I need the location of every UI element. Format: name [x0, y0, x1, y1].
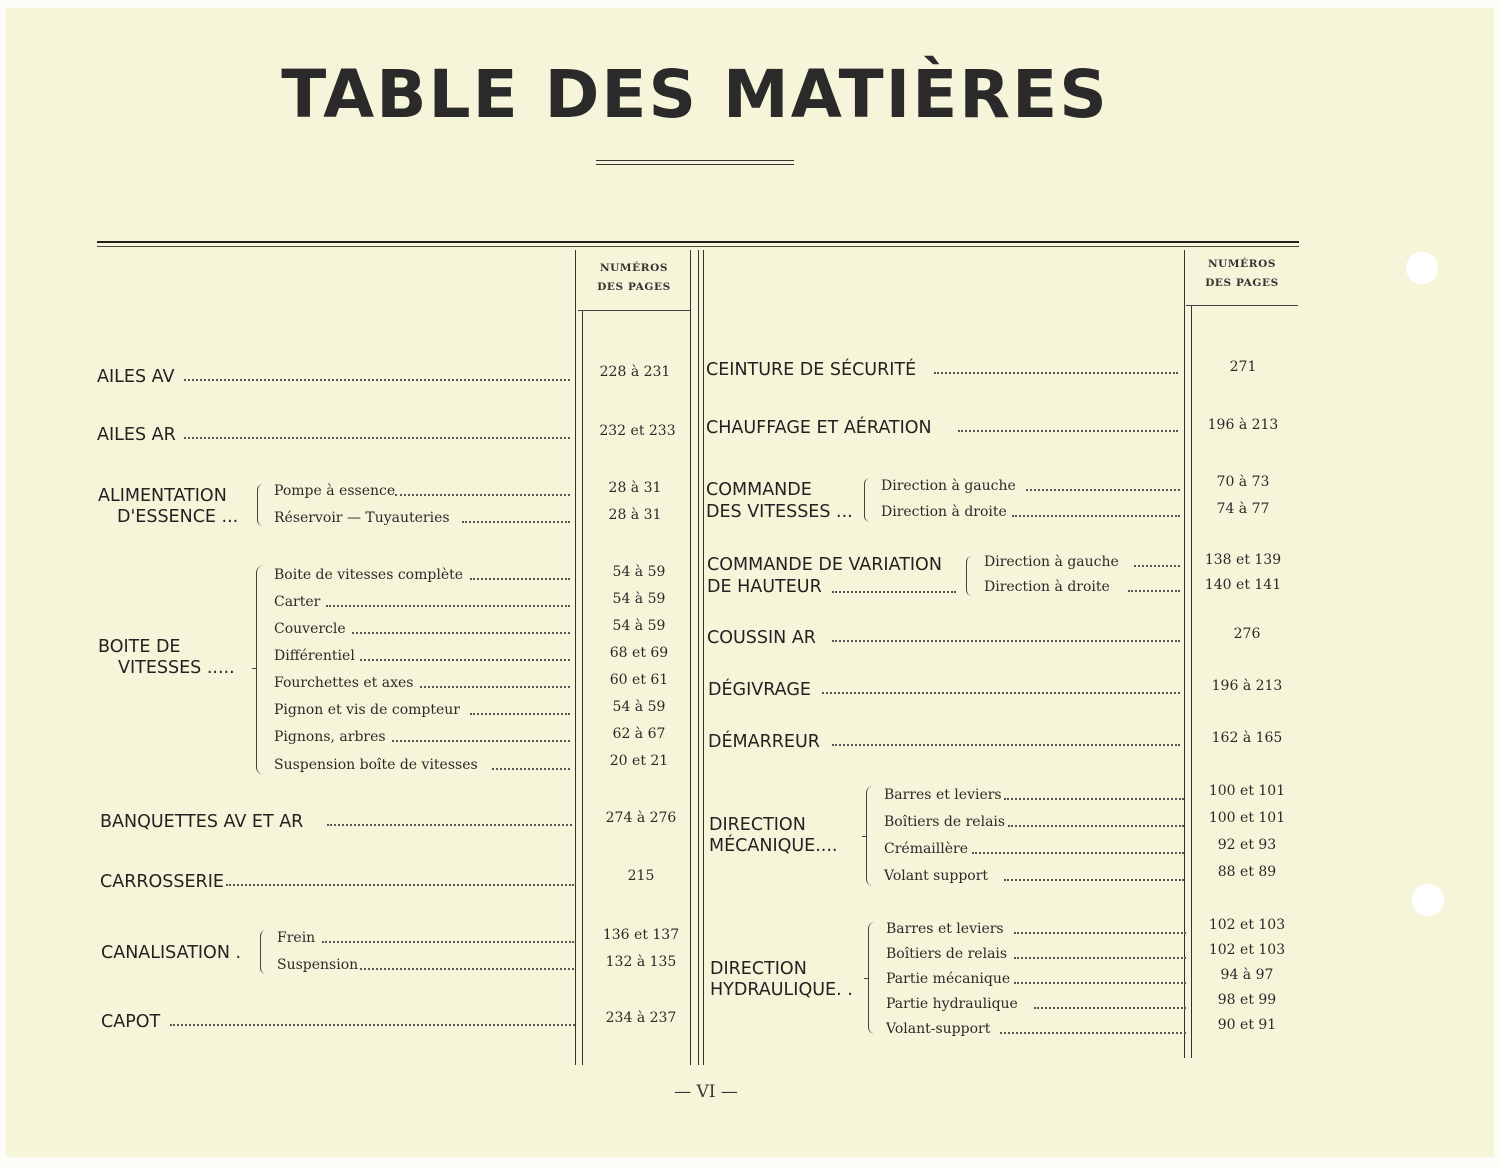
- sub-entry: Carter: [274, 594, 321, 610]
- page-number: 100 et 101: [1208, 810, 1286, 826]
- dot-leader: [1000, 1032, 1186, 1034]
- sub-entry: Boîtiers de relais: [884, 814, 1006, 830]
- sub-entry: Pignons, arbres: [274, 729, 386, 745]
- page-number: 140 et 141: [1204, 577, 1282, 593]
- entry-canalisation: CANALISATION .: [101, 943, 242, 963]
- punch-hole: [1412, 884, 1444, 916]
- entry-commande-hauteur: COMMANDE DE VARIATION: [707, 555, 942, 575]
- dot-leader: [934, 372, 1178, 374]
- page-number: 196 à 213: [1207, 417, 1279, 433]
- entry-ailes-ar: AILES AR: [97, 425, 176, 445]
- title-rule: [596, 160, 794, 165]
- page-number: 88 et 89: [1217, 864, 1277, 880]
- entry-boite-de-vitesses: VITESSES .....: [118, 658, 235, 678]
- dot-leader: [170, 1024, 575, 1026]
- column-divider: [698, 250, 699, 1065]
- page-edge: [0, 0, 6, 1167]
- page-number: 232 et 233: [599, 423, 676, 439]
- page-number: 54 à 59: [612, 618, 666, 634]
- page-number: 196 à 213: [1211, 678, 1283, 694]
- brace: [864, 478, 870, 522]
- page-number: 234 à 237: [605, 1010, 677, 1026]
- page-number: 54 à 59: [612, 591, 666, 607]
- sub-entry: Barres et leviers: [886, 921, 1004, 937]
- page-number: 68 et 69: [609, 645, 669, 661]
- page-title: TABLE DES MATIÈRES: [281, 56, 1109, 133]
- dot-leader: [1026, 489, 1180, 491]
- entry-direction-mecanique: MÉCANIQUE....: [709, 836, 838, 856]
- page-number: 271: [1229, 359, 1257, 375]
- dot-leader: [822, 692, 1180, 694]
- sub-entry: Pignon et vis de compteur: [274, 702, 460, 718]
- page-number: 92 et 93: [1217, 837, 1277, 853]
- entry-direction-hydraulique: DIRECTION: [710, 959, 807, 979]
- punch-hole: [1406, 252, 1438, 284]
- entry-demarreur: DÉMARREUR: [708, 732, 820, 752]
- sub-entry: Suspension boîte de vitesses: [274, 757, 478, 773]
- brace: [866, 786, 873, 886]
- entry-commande-vitesses: COMMANDE: [706, 480, 812, 500]
- dot-leader: [184, 379, 570, 381]
- page-number: 100 et 101: [1208, 783, 1286, 799]
- brace: [864, 978, 868, 979]
- page-number: 60 et 61: [609, 672, 669, 688]
- entry-commande-hauteur: DE HAUTEUR: [707, 577, 822, 597]
- entry-banquettes: BANQUETTES AV ET AR: [100, 812, 304, 832]
- sub-entry: Barres et leviers: [884, 787, 1002, 803]
- entry-carrosserie: CARROSSERIE: [100, 872, 224, 892]
- page-number: 94 à 97: [1220, 967, 1274, 983]
- dot-leader: [1004, 798, 1184, 800]
- entry-commande-vitesses: DES VITESSES ...: [706, 502, 853, 522]
- page-number: 215: [627, 868, 655, 884]
- entry-alimentation: D'ESSENCE ...: [117, 507, 239, 527]
- dot-leader: [1008, 825, 1184, 827]
- brace: [257, 484, 263, 526]
- dot-leader: [420, 686, 570, 688]
- sub-entry: Suspension: [277, 957, 359, 973]
- dot-leader: [470, 578, 570, 580]
- sub-entry: Volant support: [884, 868, 989, 884]
- header-line: DES PAGES: [1205, 277, 1279, 289]
- dot-leader: [360, 659, 570, 661]
- page-number: 162 à 165: [1211, 730, 1283, 746]
- page-number: 274 à 276: [605, 810, 677, 826]
- column-divider: [582, 310, 583, 1065]
- dot-leader: [1134, 565, 1180, 567]
- page-number: 102 et 103: [1208, 917, 1286, 933]
- column-divider: [1184, 250, 1185, 1058]
- page-number: 138 et 139: [1204, 552, 1282, 568]
- page-number: 70 à 73: [1216, 474, 1270, 490]
- entry-capot: CAPOT: [101, 1012, 161, 1032]
- sub-entry: Boite de vitesses complète: [274, 567, 464, 583]
- dot-leader: [470, 713, 570, 715]
- dot-leader: [1128, 590, 1180, 592]
- dot-leader: [1004, 879, 1184, 881]
- dot-leader: [1014, 932, 1186, 934]
- page-number: 54 à 59: [612, 564, 666, 580]
- sub-entry: Différentiel: [274, 648, 355, 664]
- dot-leader: [958, 430, 1178, 432]
- page-footer-number: — VI —: [674, 1082, 738, 1102]
- sub-entry: Volant-support: [886, 1021, 991, 1037]
- page-number: 136 et 137: [602, 927, 680, 943]
- sub-entry: Pompe à essence: [274, 483, 396, 499]
- brace: [256, 565, 264, 775]
- dot-leader: [1014, 957, 1186, 959]
- dot-leader: [1012, 515, 1180, 517]
- dot-leader: [832, 591, 956, 593]
- entry-direction-mecanique: DIRECTION: [709, 815, 806, 835]
- dot-leader: [492, 768, 570, 770]
- table-top-rule: [97, 241, 1299, 243]
- dot-leader: [1034, 1007, 1186, 1009]
- page-number: 54 à 59: [612, 699, 666, 715]
- dot-leader: [352, 632, 570, 634]
- dot-leader: [226, 884, 574, 886]
- page-number: 20 et 21: [609, 753, 669, 769]
- sub-entry: Direction à droite: [984, 579, 1110, 595]
- page-number: 28 à 31: [608, 480, 662, 496]
- dot-leader: [360, 968, 574, 970]
- entry-alimentation: ALIMENTATION: [98, 486, 227, 506]
- page-number: 228 à 231: [599, 364, 671, 380]
- entry-degivrage: DÉGIVRAGE: [708, 680, 811, 700]
- sub-entry: Direction à gauche: [881, 478, 1016, 494]
- page-number: 62 à 67: [612, 726, 666, 742]
- entry-coussin: COUSSIN AR: [707, 628, 816, 648]
- header-rule: [1186, 305, 1298, 306]
- dot-leader: [1014, 982, 1186, 984]
- sub-entry: Couvercle: [274, 621, 346, 637]
- brace: [260, 930, 266, 974]
- page-edge: [0, 1157, 1500, 1167]
- page-number: 90 et 91: [1217, 1017, 1277, 1033]
- page-numbers-header: [578, 259, 690, 297]
- page-number: 74 à 77: [1216, 501, 1270, 517]
- dot-leader: [392, 740, 570, 742]
- brace: [868, 922, 875, 1034]
- header-rule: [578, 310, 690, 311]
- dot-leader: [322, 941, 574, 943]
- sub-entry: Frein: [277, 930, 316, 946]
- page-number: 28 à 31: [608, 507, 662, 523]
- sub-entry: Crémaillère: [884, 841, 969, 857]
- header-line: DES PAGES: [597, 281, 671, 293]
- dot-leader: [832, 744, 1180, 746]
- page-numbers-header: [1186, 255, 1298, 293]
- sub-entry: Partie hydraulique: [886, 996, 1018, 1012]
- dot-leader: [327, 824, 572, 826]
- entry-chauffage: CHAUFFAGE ET AÉRATION: [706, 418, 932, 438]
- entry-ailes-av: AILES AV: [97, 367, 175, 387]
- page-number: 276: [1233, 626, 1261, 642]
- brace: [252, 668, 256, 669]
- sub-entry: Réservoir — Tuyauteries: [274, 510, 450, 526]
- dot-leader: [184, 437, 570, 439]
- dot-leader: [832, 640, 1180, 642]
- sub-entry: Direction à droite: [881, 504, 1007, 520]
- entry-boite-de-vitesses: BOITE DE: [98, 637, 181, 657]
- dot-leader: [972, 852, 1184, 854]
- page-number: 102 et 103: [1208, 942, 1286, 958]
- dot-leader: [395, 494, 570, 496]
- header-line: NUMÉROS: [599, 262, 669, 274]
- table-top-rule: [97, 246, 1299, 247]
- sub-entry: Direction à gauche: [984, 554, 1119, 570]
- sub-entry: Fourchettes et axes: [274, 675, 414, 691]
- page-edge: [1494, 0, 1500, 1167]
- page-number: 132 à 135: [605, 954, 677, 970]
- header-line: NUMÉROS: [1207, 258, 1277, 270]
- column-divider: [703, 250, 704, 1065]
- brace: [862, 836, 866, 837]
- sub-entry: Boîtiers de relais: [886, 946, 1008, 962]
- column-divider: [575, 250, 576, 1065]
- dot-leader: [326, 605, 570, 607]
- sub-entry: Partie mécanique: [886, 971, 1011, 987]
- entry-ceinture: CEINTURE DE SÉCURITÉ: [706, 360, 917, 380]
- page-number: 98 et 99: [1217, 992, 1277, 1008]
- entry-direction-hydraulique: HYDRAULIQUE. .: [710, 980, 853, 1000]
- page-edge: [0, 0, 1500, 8]
- brace: [966, 556, 972, 596]
- dot-leader: [462, 521, 570, 523]
